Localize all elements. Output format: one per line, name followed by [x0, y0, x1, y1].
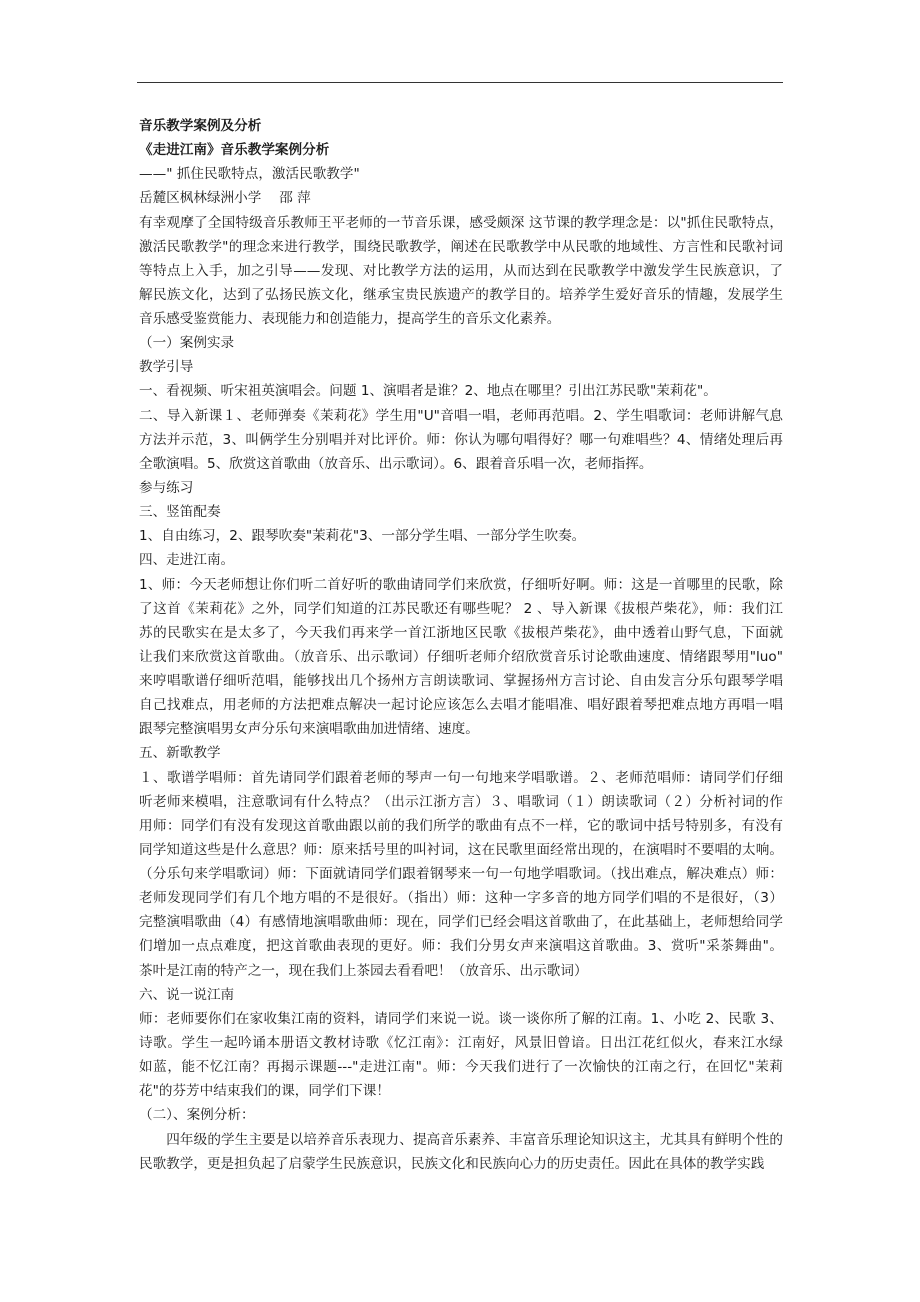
text-line: 1、师：今天老师想让你们听二首好听的歌曲请同学们来欣赏，仔细听好啊。师：这是一首哪里的民歌，除	[139, 576, 783, 593]
analysis-paragraph	[139, 1128, 783, 1176]
guide-heading: 教学引导	[139, 359, 194, 376]
section1-heading: （一）案例实录	[139, 335, 235, 352]
text-line: 老师发现同学们有几个地方唱的不是很好。（指出）师：这种一字多音的地方同学们唱的不是很好，（3）	[139, 890, 783, 907]
header-rule	[137, 82, 783, 83]
text-line: 等特点上入手，加之引导——发现、对比教学方法的运用，从而达到在民歌教学中激发学生民族意识，了	[139, 262, 783, 279]
step4-paragraph	[139, 573, 783, 742]
text-line: １、歌谱学唱师：首先请同学们跟着老师的琴声一句一句地来学唱歌谱。２、老师范唱师：请同学们仔细	[139, 769, 783, 786]
step6-heading: 六、说一说江南	[139, 986, 235, 1003]
text-line: 了这首《茉莉花》之外，同学们知道的江苏民歌还有哪些呢？ 2 、导入新课《拔根芦柴花》，师：我们江	[139, 600, 783, 617]
text-line: 来哼唱歌谱仔细听范唱，能够找出几个扬州方言朗读歌词、掌握扬州方言讨论、自由发言分乐句跟琴学唱	[139, 673, 783, 690]
text-line: 茶叶是江南的特产之一，现在我们上茶园去看看吧！（放音乐、出示歌词）	[139, 962, 588, 979]
step1-text: 一、看视频、听宋祖英演唱会。问题 1、演唱者是谁？2、地点在哪里？引出江苏民歌"茉莉花"。	[139, 383, 717, 400]
step4-heading: 四、走进江南。	[139, 552, 235, 569]
text-line: 用师：同学们有没有发现这首歌曲跟以前的我们所学的歌曲有点不一样，它的歌词中括号特别多，有没有	[139, 817, 783, 834]
step5-heading: 五、新歌教学	[139, 745, 221, 762]
text-line: 让我们来欣赏这首歌曲。（放音乐、出示歌词）仔细听老师介绍欣赏音乐讨论歌曲速度、情绪跟琴用"luo"	[139, 648, 783, 665]
text-line: 苏的民歌实在是太多了，今天我们再来学一首江浙地区民歌《拔根芦柴花》，曲中透着山野气息，下面就	[139, 624, 783, 641]
document-body	[139, 114, 783, 1176]
text-line: （分乐句来学唱歌词）师：下面就请同学们跟着钢琴来一句一句地学唱歌词。（找出难点，解决难点）师：	[139, 866, 783, 883]
step5-paragraph	[139, 766, 783, 983]
text-line: 全歌演唱。5、欣赏这首歌曲（放音乐、出示歌词）。6、跟着音乐唱一次，老师指挥。	[139, 455, 653, 472]
text-line: 解民族文化，达到了弘扬民族文化，继承宝贵民族遗产的教学目的。培养学生爱好音乐的情趣，发展学生	[139, 286, 783, 303]
text-line: 完整演唱歌曲（4）有感情地演唱歌曲师：现在，同学们已经会唱这首歌曲了，在此基础上，老师想给同学	[139, 914, 783, 931]
intro-paragraph	[139, 211, 783, 332]
text-line: 四年级的学生主要是以培养音乐表现力、提高音乐素养、丰富音乐理论知识这主，尤其具有鲜明个性的	[166, 1131, 783, 1148]
text-line: 师：老师要你们在家收集江南的资料，请同学们来说一说。谈一谈你所了解的江南。1、小吃 2、民歌 3、	[139, 1010, 783, 1027]
text-line: 们增加一点点难度，把这首歌曲表现的更好。师：我们分男女声来演唱这首歌曲。3、赏听"采茶舞曲"。	[139, 938, 783, 955]
section2-heading: （二）、案例分析：	[139, 1107, 255, 1124]
text-line: 自己找难点，用老师的方法把难点解决一起讨论应该怎么去唱才能唱准、唱好跟着琴把难点地方再唱一唱	[139, 697, 783, 714]
step3-heading: 三、竖笛配奏	[139, 504, 221, 521]
doc-subtitle: 《走进江南》音乐教学案例分析	[139, 142, 330, 159]
doc-motto: ——" 抓住民歌特点，激活民歌教学"	[139, 166, 360, 183]
text-line: 诗歌。学生一起吟诵本册语文教材诗歌《忆江南》：江南好，风景旧曾谙。日出江花红似火，春来江水绿	[139, 1035, 783, 1052]
text-line: 花"的芬芳中结束我们的课，同学们下课！	[139, 1083, 390, 1100]
text-line: 激活民歌教学"的理念来进行教学，围绕民歌教学，阐述在民歌教学中从民歌的地域性、方言性和民歌衬词	[139, 238, 783, 255]
practice-heading: 参与练习	[139, 480, 194, 497]
step3-text: 1、自由练习，2、跟琴吹奏"茉莉花"3、一部分学生唱、一部分学生吹奏。	[139, 528, 586, 545]
text-line: 听老师来模唱，注意歌词有什么特点？（出示江浙方言）３、唱歌词（１）朗读歌词（２）分析衬词的作	[139, 793, 783, 810]
doc-title: 音乐教学案例及分析	[139, 118, 262, 134]
text-line: 跟琴完整演唱男女声分乐句来演唱歌曲加进情绪、速度。	[139, 721, 479, 738]
text-line: 同学知道这些是什么意思？师：原来括号里的叫衬词，这在民歌里面经常出现的，在演唱时不要唱的太响。	[139, 841, 783, 858]
text-line: 民歌教学，更是担负起了启蒙学生民族意识，民族文化和民族向心力的历史责任。因此在具体的教学实践	[139, 1155, 765, 1172]
text-line: 有幸观摩了全国特级音乐教师王平老师的一节音乐课，感受颇深 这节课的教学理念是：以"抓住民歌特点，	[139, 214, 783, 231]
text-line: 方法并示范，3、叫俩学生分别唱并对比评价。师：你认为哪句唱得好？哪一句难唱些？4、情绪处理后再	[139, 431, 783, 448]
text-line: 音乐感受鉴赏能力、表现能力和创造能力，提高学生的音乐文化素养。	[139, 311, 561, 328]
doc-author: 岳麓区枫林绿洲小学 邵 萍	[139, 190, 311, 207]
step2-paragraph	[139, 404, 783, 476]
text-line: 二、导入新课１、老师弹奏《茉莉花》学生用"U"音唱一唱，老师再范唱。2、学生唱歌词：老师讲解气息	[139, 407, 783, 424]
text-line: 如蓝，能不忆江南？再揭示课题---"走进江南"。师：今天我们进行了一次愉快的江南之行，在回忆"茉莉	[139, 1059, 783, 1076]
step6-paragraph	[139, 1007, 783, 1104]
